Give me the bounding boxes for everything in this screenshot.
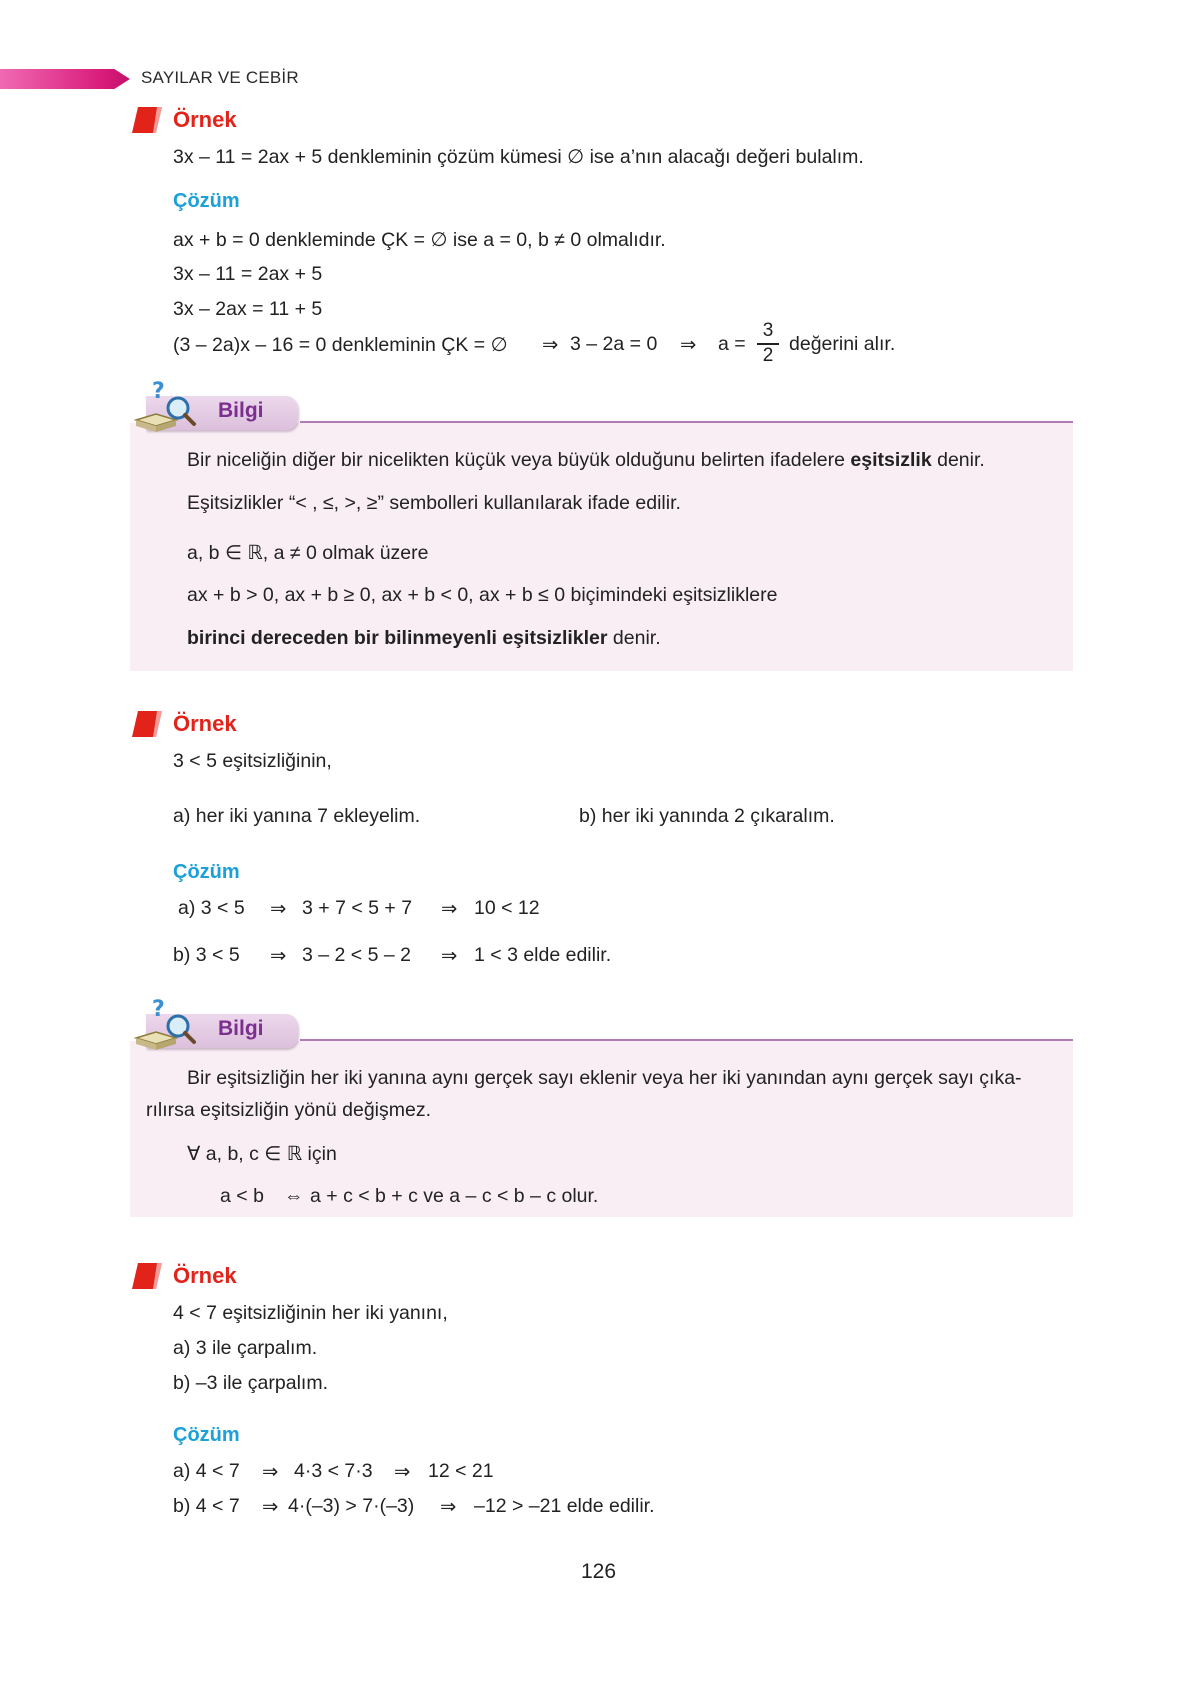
info-term: eşitsizlik [850, 449, 932, 471]
example-prompt: 3x – 11 = 2ax + 5 denkleminin çözüm kümesi ∅ ise a’nın alacağı değeri bulalım. [173, 146, 864, 168]
info-text: a, b ∈ ℝ, a ≠ 0 olmak üzere [187, 542, 429, 564]
solution-line: a) 3 < 5 [178, 897, 245, 919]
implies-arrow: ⇒ [270, 898, 287, 920]
implies-arrow: ⇒ [262, 1496, 279, 1518]
section-header-bar [0, 69, 130, 89]
example-part-a: a) 3 ile çarpalım. [173, 1337, 318, 1359]
info-rule-left: a < b [220, 1185, 264, 1207]
implies-arrow: ⇒ [270, 945, 287, 967]
solution-line: a) 4 < 7 [173, 1460, 240, 1482]
solution-step: 4·3 < 7·3 [294, 1460, 373, 1482]
example-part-b: b) –3 ile çarpalım. [173, 1372, 328, 1394]
example-title: Örnek [173, 107, 237, 132]
book-magnifier-icon [134, 378, 198, 438]
info-text [187, 449, 985, 472]
section-title: SAYILAR VE CEBİR [141, 68, 299, 87]
example-prompt: 4 < 7 eşitsizliğinin her iki yanını, [173, 1302, 448, 1324]
info-term: birinci dereceden bir bilinmeyenli eşitsizlikler [187, 627, 608, 649]
info-title: Bilgi [218, 1017, 264, 1040]
info-text: Eşitsizlikler “< , ≤, >, ≥” sembolleri kullanılarak ifade edilir. [187, 492, 681, 514]
solution-step: 1 < 3 elde edilir. [474, 944, 612, 966]
solution-line: ax + b = 0 denkleminde ÇK = ∅ ise a = 0, b ≠ 0 olmalıdır. [173, 229, 666, 251]
solution-title: Çözüm [173, 1424, 240, 1446]
example-part-a: a) her iki yanına 7 ekleyelim. [173, 805, 421, 827]
implies-arrow: ⇒ [680, 334, 697, 356]
solution-step: –12 > –21 elde edilir. [474, 1495, 655, 1517]
example-marker-icon [132, 1263, 162, 1289]
solution-step: 3 + 7 < 5 + 7 [302, 897, 413, 919]
solution-step: a = [718, 333, 746, 355]
solution-step: 12 < 21 [428, 1460, 494, 1482]
info-text: ax + b > 0, ax + b ≥ 0, ax + b < 0, ax + b ≤ 0 biçimindeki eşitsizliklere [187, 584, 778, 606]
implies-arrow: ⇒ [542, 334, 559, 356]
solution-step: değerini alır. [789, 333, 896, 355]
solution-line: 3x – 2ax = 11 + 5 [173, 298, 323, 320]
fraction-denominator: 2 [762, 345, 774, 366]
solution-title: Çözüm [173, 861, 240, 883]
info-title: Bilgi [218, 399, 264, 422]
info-text: rılırsa eşitsizliğin yönü değişmez. [146, 1099, 432, 1121]
implies-arrow: ⇒ [441, 898, 458, 920]
solution-line: b) 4 < 7 [173, 1495, 240, 1517]
implies-arrow: ⇒ [262, 1461, 279, 1483]
solution-line: (3 – 2a)x – 16 = 0 denkleminin ÇK = ∅ [173, 334, 508, 356]
solution-step: 3 – 2a = 0 [570, 333, 658, 355]
implies-arrow: ⇒ [394, 1461, 411, 1483]
solution-step: 4·(–3) > 7·(–3) [288, 1495, 415, 1517]
info-text-part: denir. [931, 449, 985, 471]
implies-arrow: ⇒ [440, 1496, 457, 1518]
info-text [187, 627, 661, 650]
solution-line: 3x – 11 = 2ax + 5 [173, 263, 323, 285]
example-marker-icon [132, 107, 162, 133]
info-rule-right: a + c < b + c ve a – c < b – c olur. [310, 1185, 599, 1207]
page-number: 126 [581, 1560, 617, 1583]
solution-step: 3 – 2 < 5 – 2 [302, 944, 411, 966]
svg-text:?: ? [152, 379, 165, 404]
example-title: Örnek [173, 711, 237, 736]
implies-arrow: ⇒ [441, 945, 458, 967]
solution-step: 10 < 12 [474, 897, 540, 919]
solution-line: b) 3 < 5 [173, 944, 240, 966]
example-title: Örnek [173, 1263, 237, 1288]
info-text-part: Bir niceliğin diğer bir nicelikten küçük veya büyük olduğunu belirten ifadelere [187, 449, 851, 471]
example-marker-icon [132, 711, 162, 737]
iff-arrow: ⇔ [284, 1185, 304, 1207]
info-text: ∀ a, b, c ∈ ℝ için [187, 1143, 337, 1165]
example-part-b: b) her iki yanında 2 çıkaralım. [579, 805, 835, 827]
svg-text:?: ? [152, 997, 165, 1022]
fraction-numerator: 3 [762, 320, 774, 341]
book-magnifier-icon [134, 996, 198, 1056]
example-prompt: 3 < 5 eşitsizliğinin, [173, 750, 332, 772]
info-text-part: denir. [607, 627, 661, 649]
info-text: Bir eşitsizliğin her iki yanına aynı gerçek sayı eklenir veya her iki yanından aynı gerçek sayı çıka- [187, 1067, 1022, 1089]
solution-title: Çözüm [173, 190, 240, 212]
